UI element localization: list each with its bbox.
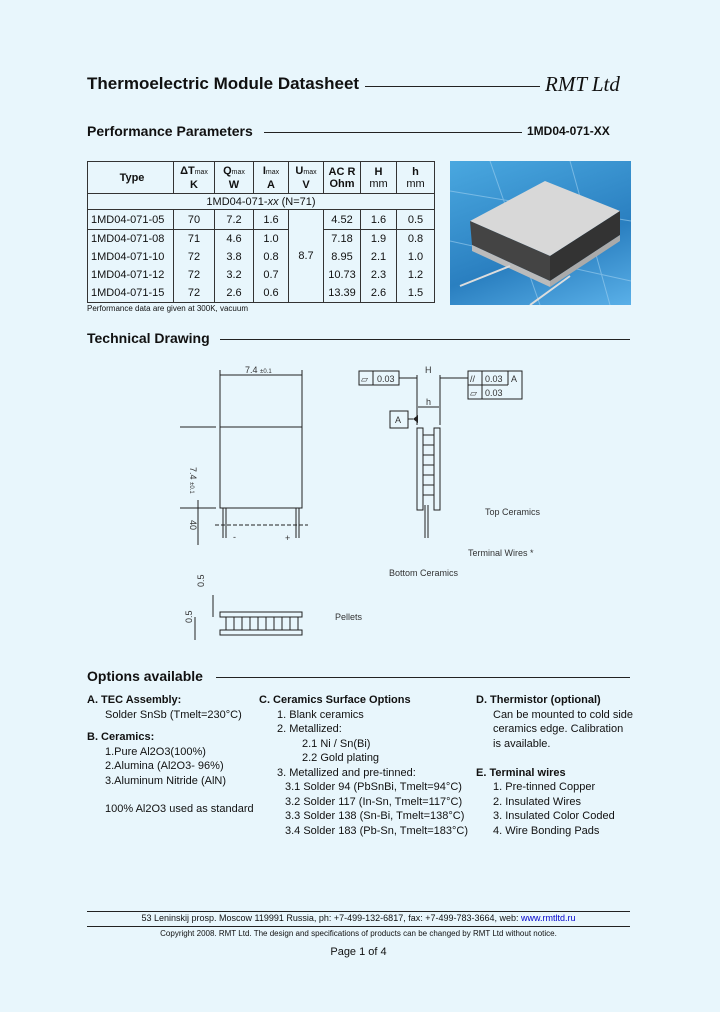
cell-i: 0.6 [254,284,289,303]
ceramic-thickness-dim: 0.5 [196,574,206,587]
footer-address: 53 Leninskij prosp. Moscow 119991 Russia, ph: +7-499-132-6817, fax: +7-499-783-3664, web: www.rmtltd.ru [141,913,576,923]
table-row [88,266,435,284]
options-title: Options available [87,668,203,684]
table-header-row [88,162,435,194]
plus-terminal: + [285,533,291,543]
cell-dt: 72 [174,284,215,303]
col-dtmax: ΔTmax K [174,162,215,194]
divider [264,132,522,133]
cell-type: 1MD04-071-10 [88,248,174,266]
cell-type: 1MD04-071-05 [88,210,174,230]
cell-r: 10.73 [324,266,361,284]
label-pellets: Pellets [335,612,363,622]
cell-r: 4.52 [324,210,361,230]
label-bottom-ceramics: Bottom Ceramics [389,568,459,578]
cell-i: 1.0 [254,230,289,249]
H-dimension: H [425,365,432,375]
cell-type: 1MD04-071-15 [88,284,174,303]
page-number: Page 1 of 4 [330,946,387,958]
ceramic-thickness-dim-2: 0.5 [184,610,194,623]
options-col-c: C. Ceramics Surface Options 1. Blank ceramics 2. Metallized: 2.1 Ni / Sn(Bi) 2.2 Gold plating 3. Metallized and pre-tinned: 3.1 Solder 94 (PbSnBi, Tmelt=94°C) 3.2 Solder 117 (In-Sn, Tmelt=117°C) 3.3 Solder 138 (Sn-Bi, Tmelt=138°C) 3.4 Solder 183 (Pb-Sn, Tmelt=183°C) [259,694,469,837]
copyright: Copyright 2008. RMT Ltd. The design and specifications of products can be changed by RMT Ltd without notice. [160,929,557,938]
cell-dt: 71 [174,230,215,249]
cell-h: 0.5 [397,210,435,230]
footer-divider [87,911,630,912]
options-col-ab: A. TEC Assembly: Solder SnSb (Tmelt=230°C) B. Ceramics: 1.Pure Al2O3(100%) 2.Alumina (Al2O3- 96%) 3.Aluminum Nitride (AlN) 100% Al2O3 used as standard [87,694,254,815]
label-top-ceramics: Top Ceramics [485,507,541,517]
col-type: Type [88,162,174,194]
cell-i: 0.7 [254,266,289,284]
datum-a: A [395,415,402,425]
cell-h: 1.2 [397,266,435,284]
h-dimension: h [426,397,432,407]
document-title: Thermoelectric Module Datasheet [87,74,360,93]
performance-title: Performance Parameters [87,123,253,139]
group-row: 1MD04-071-xx (N=71) [88,194,435,210]
cell-i: 0.8 [254,248,289,266]
table-row [88,230,435,249]
cell-q: 7.2 [215,210,254,230]
technical-drawing [180,355,600,645]
performance-table [87,161,435,303]
cell-r: 7.18 [324,230,361,249]
label-terminal-wires: Terminal Wires * [468,548,534,558]
table-row [88,248,435,266]
cell-type: 1MD04-071-08 [88,230,174,249]
cell-r: 8.95 [324,248,361,266]
col-umax: Umax V [289,162,324,194]
footer-divider [87,926,630,927]
cell-H: 1.6 [361,210,397,230]
parallelism-icon: // [470,374,476,384]
width-dimension: 7.4 ±0.1 [245,365,272,375]
cell-H: 2.1 [361,248,397,266]
cell-dt: 72 [174,248,215,266]
website-link[interactable]: www.rmtltd.ru [521,913,576,923]
module-illustration [450,161,631,305]
table-row [88,284,435,303]
wire-length-dimension: 40 [188,520,198,531]
height-dimension-label: 7.4 ±0.1 [188,467,198,494]
company-logo: RMT Ltd [545,72,620,96]
divider [216,677,630,678]
divider [365,86,540,87]
col-H: H mm [361,162,397,194]
cell-q: 3.8 [215,248,254,266]
cell-type: 1MD04-071-12 [88,266,174,284]
cell-q: 3.2 [215,266,254,284]
col-imax: Imax A [254,162,289,194]
col-qmax: Qmax W [215,162,254,194]
cell-H: 1.9 [361,230,397,249]
col-h: h mm [397,162,435,194]
cell-q: 4.6 [215,230,254,249]
divider [220,339,630,340]
cell-h: 0.8 [397,230,435,249]
model-number: 1MD04-071-XX [527,124,610,138]
parallelism-tolerance: 0.03 [485,374,503,384]
table-note: Performance data are given at 300K, vacuum [87,304,248,313]
module-photo [450,161,631,305]
cell-umax: 8.7 [289,210,324,303]
cell-H: 2.3 [361,266,397,284]
cell-h: 1.5 [397,284,435,303]
cell-dt: 72 [174,266,215,284]
flatness-icon: ▱ [470,388,477,398]
cell-dt: 70 [174,210,215,230]
datum-ref: A [511,374,518,384]
table-row [88,210,435,230]
flatness-tolerance: 0.03 [377,374,395,384]
minus-terminal: - [233,532,236,542]
cell-h: 1.0 [397,248,435,266]
drawing-title: Technical Drawing [87,330,210,346]
flatness-tolerance-2: 0.03 [485,388,503,398]
cell-r: 13.39 [324,284,361,303]
flatness-icon: ▱ [361,374,368,384]
col-acr: AC R Ohm [324,162,361,194]
cell-i: 1.6 [254,210,289,230]
cell-H: 2.6 [361,284,397,303]
options-col-de: D. Thermistor (optional) Can be mounted to cold side ceramics edge. Calibration is available. E. Terminal wires 1. Pre-tinned Copper 2. Insulated Wires 3. Insulated Color Coded 4. Wire Bonding Pads [476,694,634,837]
cell-q: 2.6 [215,284,254,303]
